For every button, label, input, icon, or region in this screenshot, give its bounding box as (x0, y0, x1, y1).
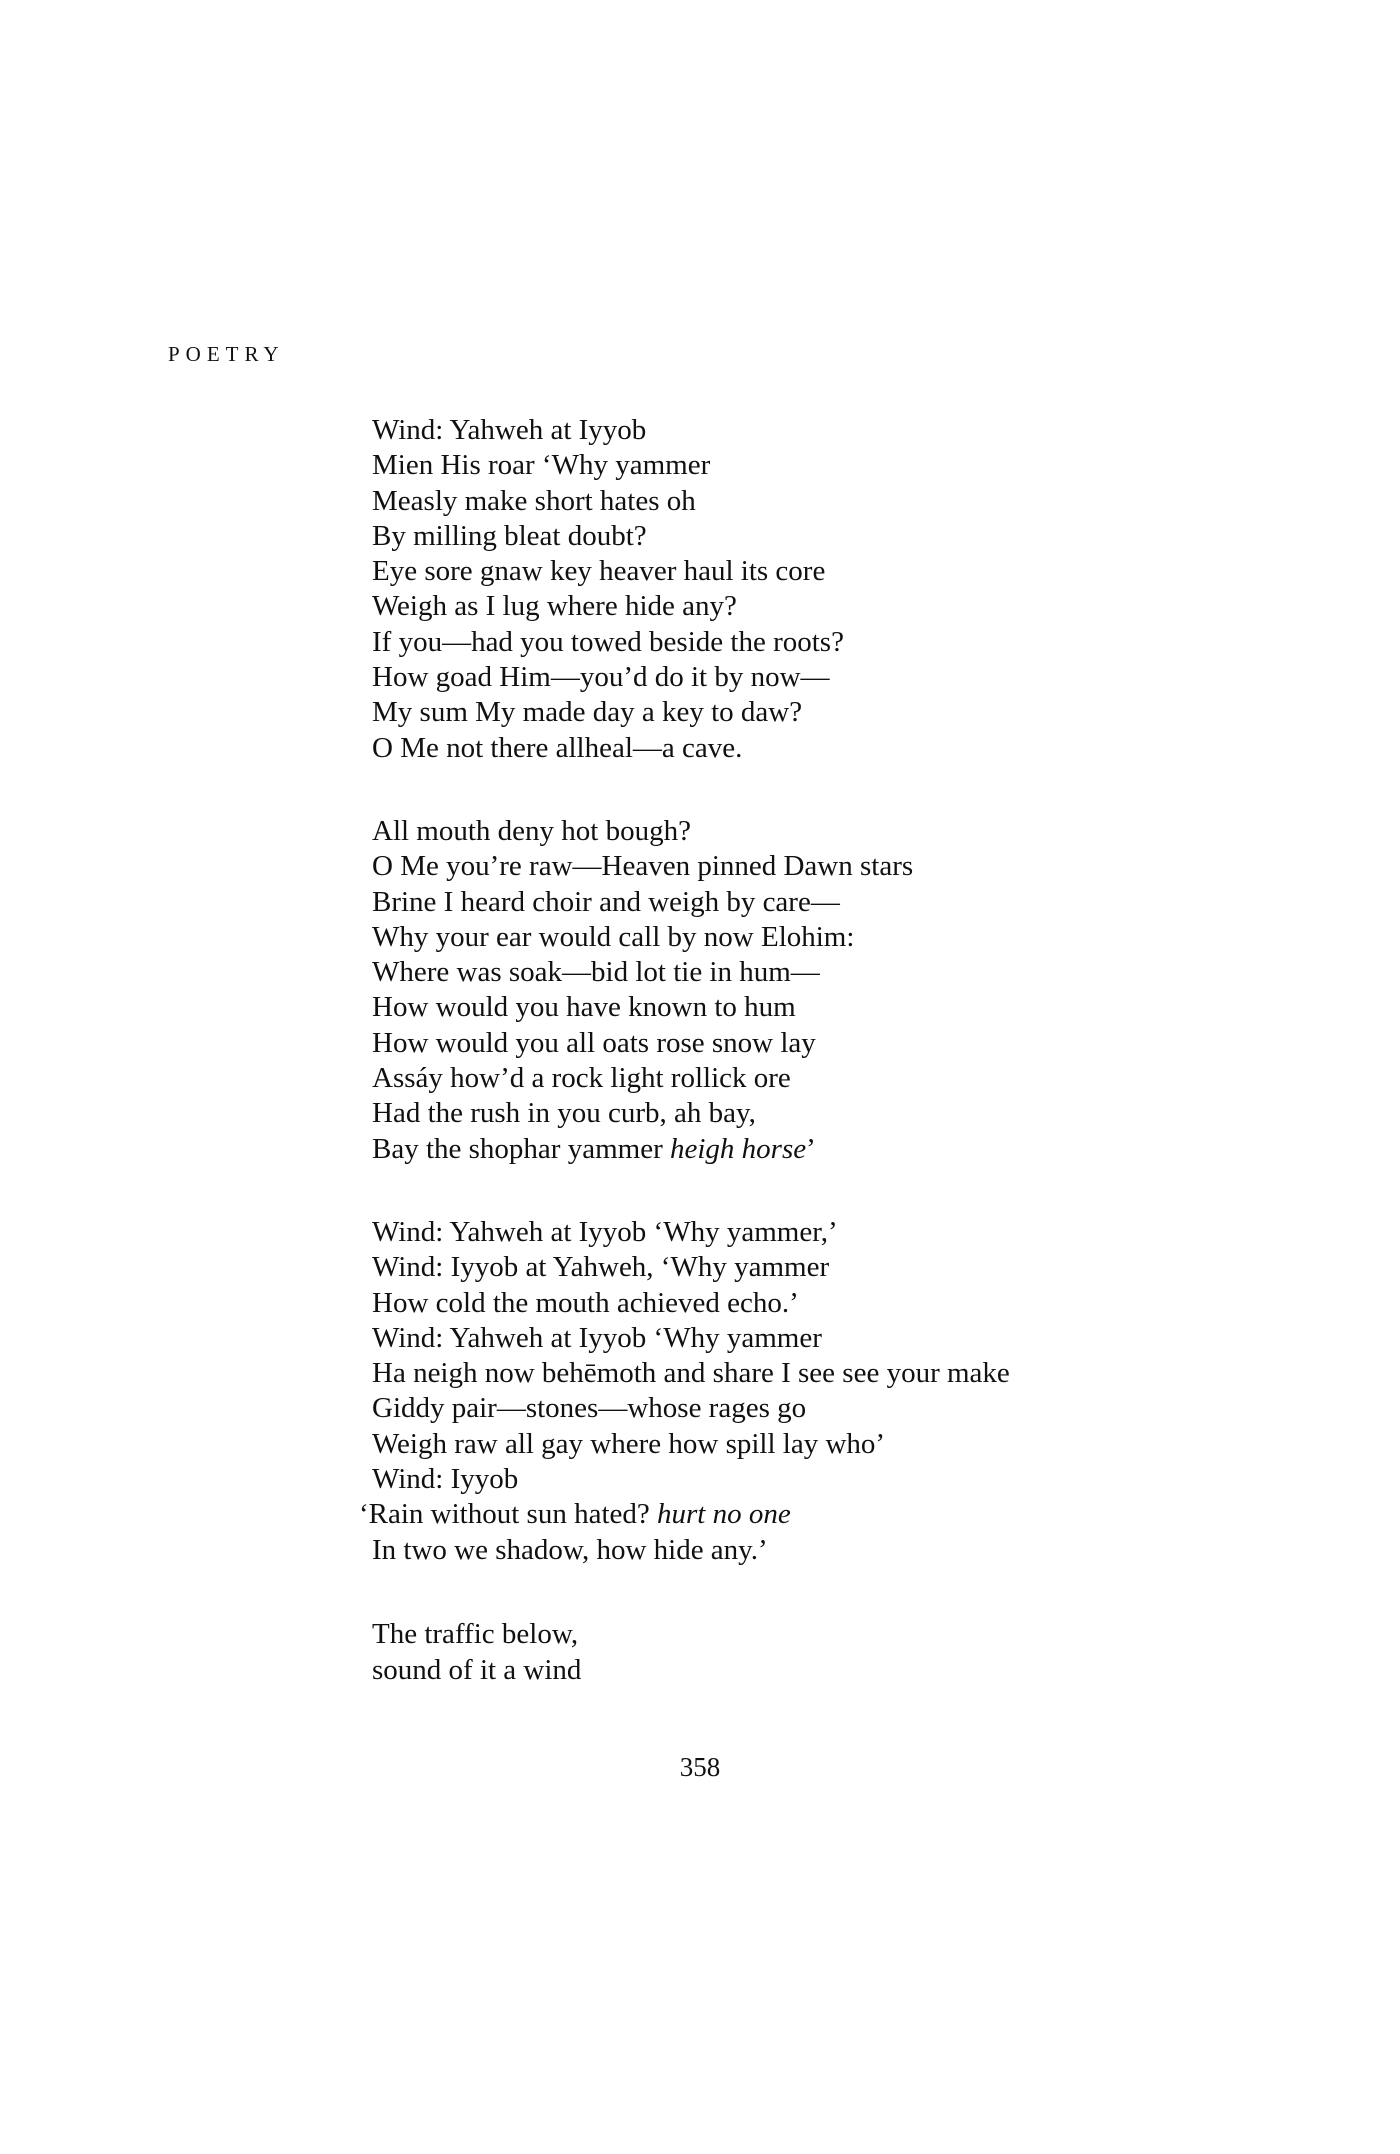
poem-line: Where was soak—bid lot tie in hum— (372, 956, 820, 989)
poem-line: How goad Him—you’d do it by now— (372, 661, 830, 694)
stanza-1 (372, 413, 1372, 766)
stanza-3 (359, 1215, 1372, 1568)
poem-line: Why your ear would call by now Elohim: (372, 920, 855, 953)
poem-line: Eye sore gnaw key heaver haul its core (372, 555, 826, 588)
poem-line: Giddy pair—stones—whose rages go (372, 1392, 807, 1425)
poem-line: Weigh as I lug where hide any? (372, 590, 737, 623)
poem-line: The traffic below, (372, 1617, 579, 1650)
poem-line: Had the rush in you curb, ah bay, (372, 1097, 756, 1130)
poem-line: Mien His roar ‘Why yammer (372, 449, 711, 482)
closing-quote: ’ (806, 1132, 816, 1165)
stanza-2 (372, 814, 1372, 1167)
poem-line: In two we shadow, how hide any.’ (372, 1533, 768, 1566)
poem-line: How would you have known to hum (372, 991, 796, 1024)
stanza-4 (372, 1616, 1372, 1688)
poem-line: Assáy how’d a rock light rollick ore (372, 1062, 791, 1095)
poem-line: How would you all oats rose snow lay (372, 1026, 816, 1059)
running-head: POETRY (168, 342, 285, 366)
line-text: Bay the shophar yammer (372, 1132, 670, 1165)
poem-line: All mouth deny hot bough? (372, 814, 691, 847)
poem-line: Wind: Yahweh at Iyyob ‘Why yammer (372, 1321, 822, 1354)
page-number: 358 (679, 1752, 721, 1782)
poem-line: Wind: Iyyob at Yahweh, ‘Why yammer (372, 1251, 830, 1284)
poem-line: Wind: Iyyob (372, 1463, 519, 1496)
italic-phrase: heigh horse (669, 1132, 807, 1165)
poem-line: Measly make short hates oh (372, 484, 696, 517)
poem-line-rain (359, 1497, 1372, 1532)
poem-line-shophar (372, 1132, 1372, 1167)
poem (359, 413, 1372, 1736)
poem-line: Weigh raw all gay where how spill lay who’ (372, 1427, 886, 1460)
poem-line: O Me not there allheal—a cave. (372, 731, 743, 764)
poem-line: Brine I heard choir and weigh by care— (372, 885, 840, 918)
poem-line: If you—had you towed beside the roots? (372, 625, 844, 658)
poem-line: Wind: Yahweh at Iyyob (372, 414, 647, 446)
line-text: ‘Rain without sun hated? (359, 1498, 658, 1531)
poem-line: Ha neigh now behēmoth and share I see see your make (372, 1357, 1010, 1390)
poem-line: How cold the mouth achieved echo.’ (372, 1286, 799, 1319)
poem-line: Wind: Yahweh at Iyyob ‘Why yammer,’ (372, 1215, 838, 1248)
poem-line: By milling bleat doubt? (372, 519, 647, 552)
poem-line: sound of it a wind (372, 1653, 582, 1686)
poem-line: O Me you’re raw—Heaven pinned Dawn stars (372, 850, 914, 883)
italic-phrase: hurt no one (657, 1498, 791, 1531)
poem-line: My sum My made day a key to daw? (372, 696, 803, 729)
